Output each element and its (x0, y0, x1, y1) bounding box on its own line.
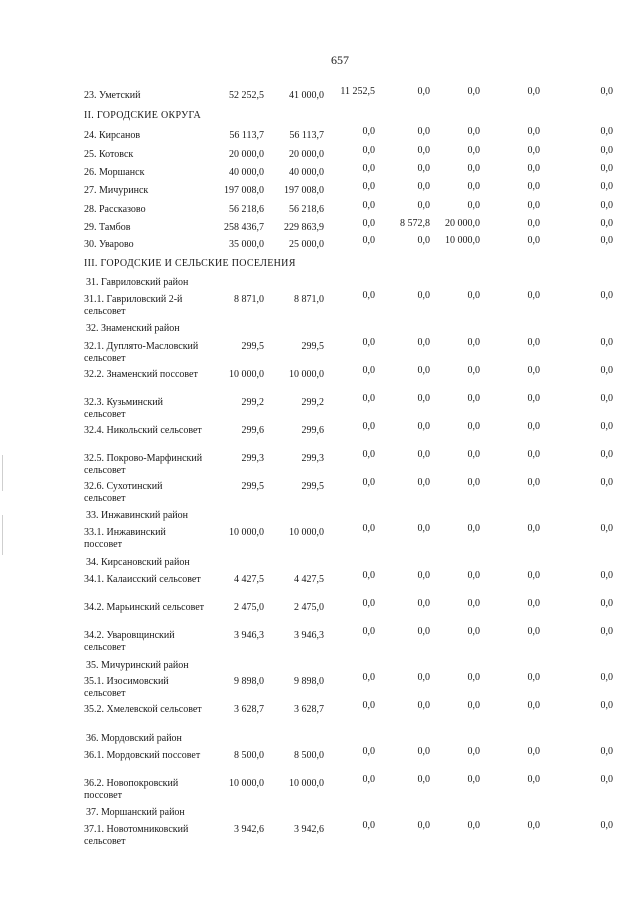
row-name: 27. Мичуринск (84, 185, 149, 196)
table-row (0, 523, 640, 557)
cell-col-5: 0,0 (467, 126, 480, 137)
cell-col-4: 0,0 (417, 126, 430, 137)
table-row (0, 477, 640, 511)
cell-col-7: 0,0 (600, 86, 613, 97)
page-number: 657 (331, 53, 349, 67)
cell-col-5: 10 000,0 (445, 235, 480, 246)
cell-col-6: 0,0 (527, 570, 540, 581)
cell-col-7: 0,0 (600, 126, 613, 137)
cell-col-4: 0,0 (417, 393, 430, 404)
row-name: 36.1. Мордовский поссовет (84, 750, 201, 761)
table-row (0, 626, 640, 660)
cell-col-3: 0,0 (362, 393, 375, 404)
cell-col-4: 0,0 (417, 200, 430, 211)
cell-col-7: 0,0 (600, 235, 613, 246)
cell-col-6: 0,0 (527, 746, 540, 757)
cell-col-1: 52 252,5 (229, 90, 264, 101)
row-name: 26. Моршанск (84, 167, 145, 178)
row-name: 34.2. Марьинский сельсовет (84, 602, 205, 613)
row-name: 32. Знаменский район (86, 323, 180, 334)
cell-col-5: 0,0 (467, 163, 480, 174)
cell-col-7: 0,0 (600, 746, 613, 757)
cell-col-7: 0,0 (600, 393, 613, 404)
cell-col-5: 0,0 (467, 774, 480, 785)
cell-col-5: 0,0 (467, 477, 480, 488)
cell-col-3: 0,0 (362, 421, 375, 432)
cell-col-2: 4 427,5 (294, 574, 324, 585)
cell-col-7: 0,0 (600, 449, 613, 460)
cell-col-5: 0,0 (467, 570, 480, 581)
cell-col-2: 25 000,0 (289, 239, 324, 250)
cell-col-6: 0,0 (527, 672, 540, 683)
table-row (0, 774, 640, 808)
cell-col-7: 0,0 (600, 181, 613, 192)
row-name: 34.1. Калаисский сельсовет (84, 574, 201, 585)
cell-col-4: 0,0 (417, 820, 430, 831)
cell-col-7: 0,0 (600, 570, 613, 581)
cell-col-3: 0,0 (362, 449, 375, 460)
row-name: 23. Уметский (84, 90, 141, 101)
cell-col-2: 2 475,0 (294, 602, 324, 613)
cell-col-6: 0,0 (527, 126, 540, 137)
cell-col-5: 0,0 (467, 181, 480, 192)
table-row (0, 746, 640, 780)
cell-col-2: 56 218,6 (289, 204, 324, 215)
row-name: 32.5. Покрово-Марфинский сельсовет (84, 453, 203, 476)
cell-col-2: 3 628,7 (294, 704, 324, 715)
cell-col-6: 0,0 (527, 421, 540, 432)
table-row (0, 700, 640, 734)
cell-col-2: 56 113,7 (289, 130, 324, 141)
row-name: 35.2. Хмелевской сельсовет (84, 704, 202, 715)
cell-col-4: 8 572,8 (400, 218, 430, 229)
cell-col-5: 0,0 (467, 672, 480, 683)
table-row (0, 337, 640, 371)
row-name: 30. Уварово (84, 239, 134, 250)
cell-col-4: 0,0 (417, 598, 430, 609)
cell-col-6: 0,0 (527, 449, 540, 460)
cell-col-7: 0,0 (600, 598, 613, 609)
cell-col-3: 11 252,5 (340, 86, 375, 97)
cell-col-2: 299,3 (301, 453, 324, 464)
cell-col-7: 0,0 (600, 218, 613, 229)
cell-col-7: 0,0 (600, 145, 613, 156)
cell-col-6: 0,0 (527, 163, 540, 174)
cell-col-6: 0,0 (527, 200, 540, 211)
row-name: 32.2. Знаменский поссовет (84, 369, 198, 380)
cell-col-2: 40 000,0 (289, 167, 324, 178)
cell-col-3: 0,0 (362, 746, 375, 757)
row-name: 31.1. Гавриловский 2-й сельсовет (84, 294, 183, 317)
cell-col-4: 0,0 (417, 181, 430, 192)
scan-margin-mark (2, 515, 3, 555)
cell-col-7: 0,0 (600, 672, 613, 683)
cell-col-5: 0,0 (467, 86, 480, 97)
cell-col-4: 0,0 (417, 337, 430, 348)
cell-col-3: 0,0 (362, 672, 375, 683)
cell-col-6: 0,0 (527, 477, 540, 488)
cell-col-2: 299,2 (301, 397, 324, 408)
row-name: 28. Рассказово (84, 204, 146, 215)
cell-col-7: 0,0 (600, 700, 613, 711)
cell-col-3: 0,0 (362, 820, 375, 831)
cell-col-1: 299,5 (241, 341, 264, 352)
cell-col-5: 0,0 (467, 820, 480, 831)
row-name: 33.1. Инжавинский поссовет (84, 527, 166, 550)
row-name: 29. Тамбов (84, 222, 131, 233)
row-name: 32.1. Дуплято-Масловский сельсовет (84, 341, 199, 364)
row-name: 35.1. Изосимовский сельсовет (84, 676, 169, 699)
cell-col-1: 40 000,0 (229, 167, 264, 178)
cell-col-5: 0,0 (467, 290, 480, 301)
table-row (0, 449, 640, 483)
cell-col-1: 299,5 (241, 481, 264, 492)
table-row (0, 421, 640, 455)
cell-col-7: 0,0 (600, 523, 613, 534)
cell-col-6: 0,0 (527, 235, 540, 246)
cell-col-5: 0,0 (467, 200, 480, 211)
cell-col-6: 0,0 (527, 86, 540, 97)
cell-col-3: 0,0 (362, 626, 375, 637)
cell-col-3: 0,0 (362, 163, 375, 174)
cell-col-1: 3 628,7 (234, 704, 264, 715)
cell-col-6: 0,0 (527, 820, 540, 831)
cell-col-4: 0,0 (417, 145, 430, 156)
cell-col-4: 0,0 (417, 449, 430, 460)
cell-col-7: 0,0 (600, 365, 613, 376)
cell-col-2: 299,5 (301, 481, 324, 492)
cell-col-6: 0,0 (527, 598, 540, 609)
cell-col-3: 0,0 (362, 598, 375, 609)
cell-col-4: 0,0 (417, 163, 430, 174)
cell-col-1: 2 475,0 (234, 602, 264, 613)
cell-col-7: 0,0 (600, 200, 613, 211)
cell-col-3: 0,0 (362, 700, 375, 711)
cell-col-4: 0,0 (417, 626, 430, 637)
cell-col-2: 8 871,0 (294, 294, 324, 305)
cell-col-4: 0,0 (417, 365, 430, 376)
cell-col-2: 3 942,6 (294, 824, 324, 835)
cell-col-7: 0,0 (600, 820, 613, 831)
cell-col-5: 0,0 (467, 746, 480, 757)
cell-col-7: 0,0 (600, 774, 613, 785)
cell-col-3: 0,0 (362, 126, 375, 137)
cell-col-7: 0,0 (600, 421, 613, 432)
table-row (0, 290, 640, 324)
row-name: 24. Кирсанов (84, 130, 141, 141)
cell-col-2: 8 500,0 (294, 750, 324, 761)
cell-col-1: 299,3 (241, 453, 264, 464)
cell-col-4: 0,0 (417, 290, 430, 301)
row-name: 37.1. Новотомниковский сельсовет (84, 824, 189, 847)
row-name: 36. Мордовский район (86, 733, 182, 744)
row-name: 34.2. Уваровщинский сельсовет (84, 630, 175, 653)
cell-col-6: 0,0 (527, 365, 540, 376)
cell-col-3: 0,0 (362, 523, 375, 534)
table-row (0, 598, 640, 632)
cell-col-1: 10 000,0 (229, 369, 264, 380)
cell-col-3: 0,0 (362, 477, 375, 488)
cell-col-5: 0,0 (467, 598, 480, 609)
cell-col-2: 299,6 (301, 425, 324, 436)
row-name: 25. Котовск (84, 149, 134, 160)
cell-col-7: 0,0 (600, 290, 613, 301)
cell-col-5: 0,0 (467, 700, 480, 711)
cell-col-4: 0,0 (417, 746, 430, 757)
cell-col-3: 0,0 (362, 570, 375, 581)
row-name: 33. Инжавинский район (86, 510, 188, 521)
cell-col-2: 9 898,0 (294, 676, 324, 687)
cell-col-2: 20 000,0 (289, 149, 324, 160)
scan-margin-mark (2, 455, 3, 491)
cell-col-6: 0,0 (527, 700, 540, 711)
cell-col-7: 0,0 (600, 163, 613, 174)
cell-col-5: 0,0 (467, 145, 480, 156)
cell-col-4: 0,0 (417, 672, 430, 683)
row-name: 31. Гавриловский район (86, 277, 189, 288)
cell-col-2: 10 000,0 (289, 527, 324, 538)
cell-col-3: 0,0 (362, 145, 375, 156)
cell-col-3: 0,0 (362, 200, 375, 211)
cell-col-1: 10 000,0 (229, 527, 264, 538)
cell-col-6: 0,0 (527, 181, 540, 192)
cell-col-7: 0,0 (600, 337, 613, 348)
row-name: 36.2. Новопокровский поссовет (84, 778, 179, 801)
cell-col-1: 258 436,7 (224, 222, 264, 233)
cell-col-1: 4 427,5 (234, 574, 264, 585)
cell-col-1: 56 218,6 (229, 204, 264, 215)
row-name: 32.6. Сухотинский сельсовет (84, 481, 163, 504)
cell-col-5: 0,0 (467, 365, 480, 376)
row-name: 37. Моршанский район (86, 807, 185, 818)
cell-col-7: 0,0 (600, 477, 613, 488)
cell-col-3: 0,0 (362, 290, 375, 301)
cell-col-5: 0,0 (467, 523, 480, 534)
cell-col-3: 0,0 (362, 181, 375, 192)
row-name: 32.4. Никольский сельсовет (84, 425, 202, 436)
cell-col-4: 0,0 (417, 477, 430, 488)
table-row (0, 365, 640, 399)
cell-col-1: 35 000,0 (229, 239, 264, 250)
section-title: II. ГОРОДСКИЕ ОКРУГА (84, 110, 202, 121)
cell-col-2: 3 946,3 (294, 630, 324, 641)
cell-col-3: 0,0 (362, 235, 375, 246)
cell-col-6: 0,0 (527, 290, 540, 301)
row-name: 35. Мичуринский район (86, 660, 189, 671)
cell-col-1: 299,2 (241, 397, 264, 408)
cell-col-2: 197 008,0 (284, 185, 324, 196)
cell-col-6: 0,0 (527, 337, 540, 348)
cell-col-3: 0,0 (362, 774, 375, 785)
cell-col-2: 41 000,0 (289, 90, 324, 101)
cell-col-2: 229 863,9 (284, 222, 324, 233)
cell-col-4: 0,0 (417, 421, 430, 432)
table-row (0, 820, 640, 854)
cell-col-5: 0,0 (467, 337, 480, 348)
cell-col-6: 0,0 (527, 523, 540, 534)
cell-col-2: 10 000,0 (289, 778, 324, 789)
cell-col-5: 0,0 (467, 421, 480, 432)
cell-col-1: 299,6 (241, 425, 264, 436)
cell-col-4: 0,0 (417, 523, 430, 534)
section-title: III. ГОРОДСКИЕ И СЕЛЬСКИЕ ПОСЕЛЕНИЯ (84, 258, 296, 269)
cell-col-4: 0,0 (417, 570, 430, 581)
cell-col-4: 0,0 (417, 86, 430, 97)
cell-col-1: 8 500,0 (234, 750, 264, 761)
cell-col-6: 0,0 (527, 626, 540, 637)
cell-col-3: 0,0 (362, 365, 375, 376)
cell-col-2: 299,5 (301, 341, 324, 352)
cell-col-1: 9 898,0 (234, 676, 264, 687)
cell-col-6: 0,0 (527, 393, 540, 404)
cell-col-6: 0,0 (527, 774, 540, 785)
cell-col-3: 0,0 (362, 337, 375, 348)
cell-col-1: 10 000,0 (229, 778, 264, 789)
cell-col-6: 0,0 (527, 145, 540, 156)
cell-col-4: 0,0 (417, 235, 430, 246)
row-name: 32.3. Кузьминский сельсовет (84, 397, 163, 420)
row-name: 34. Кирсановский район (86, 557, 190, 568)
cell-col-5: 0,0 (467, 626, 480, 637)
cell-col-4: 0,0 (417, 774, 430, 785)
cell-col-1: 3 942,6 (234, 824, 264, 835)
cell-col-5: 20 000,0 (445, 218, 480, 229)
cell-col-2: 10 000,0 (289, 369, 324, 380)
cell-col-6: 0,0 (527, 218, 540, 229)
cell-col-1: 20 000,0 (229, 149, 264, 160)
cell-col-1: 3 946,3 (234, 630, 264, 641)
table-row (0, 672, 640, 706)
cell-col-4: 0,0 (417, 700, 430, 711)
cell-col-5: 0,0 (467, 449, 480, 460)
cell-col-1: 56 113,7 (229, 130, 264, 141)
cell-col-7: 0,0 (600, 626, 613, 637)
cell-col-1: 197 008,0 (224, 185, 264, 196)
cell-col-1: 8 871,0 (234, 294, 264, 305)
table-row (0, 570, 640, 604)
table-row (0, 393, 640, 427)
cell-col-3: 0,0 (362, 218, 375, 229)
cell-col-5: 0,0 (467, 393, 480, 404)
